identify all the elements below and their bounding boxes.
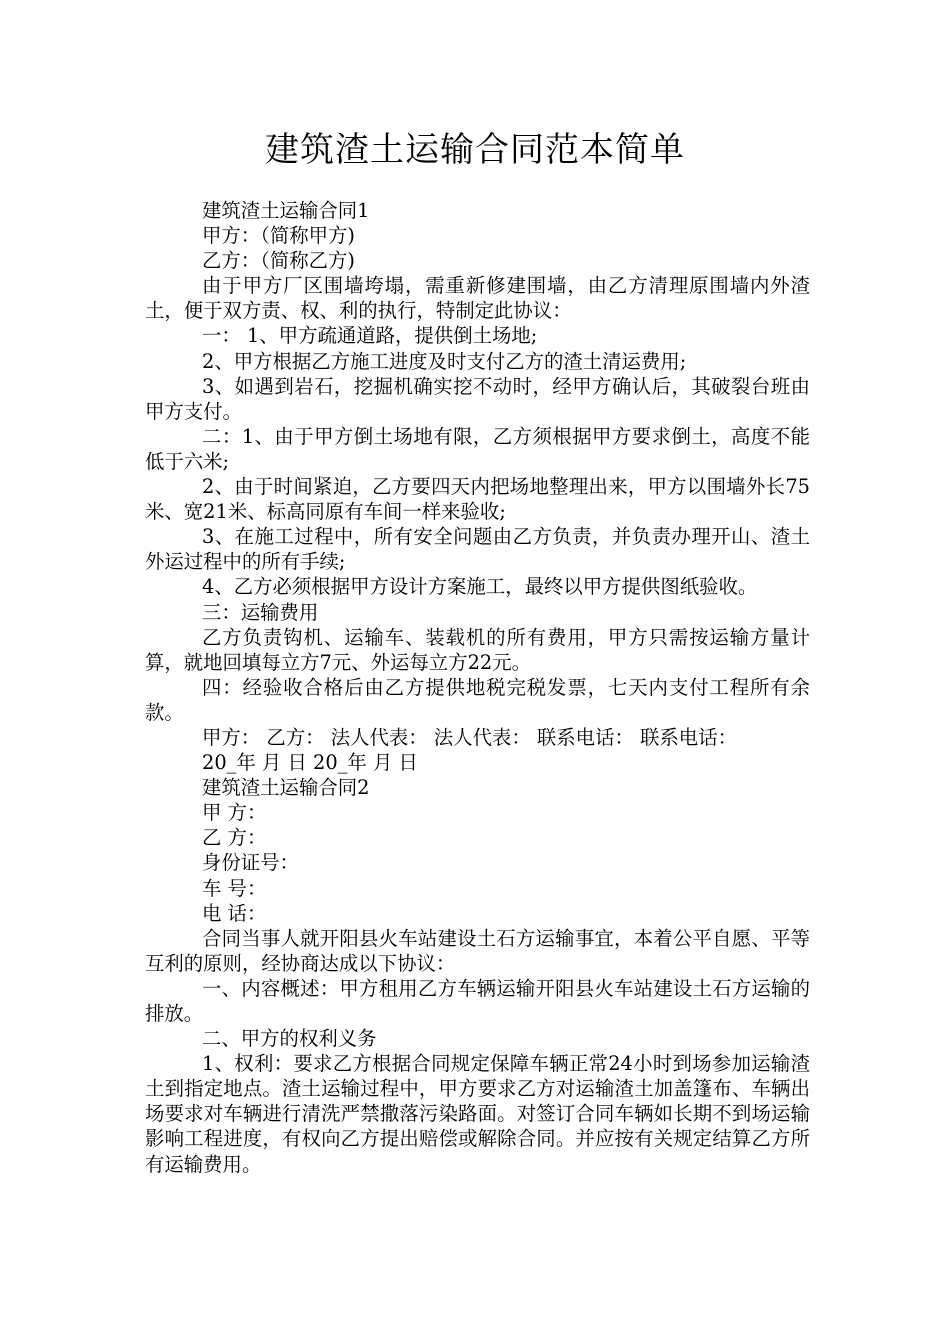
phone-line: 电 话： (202, 901, 267, 925)
document-title: 建筑渣土运输合同范本简单 (265, 130, 685, 170)
id-number-line: 身份证号： (202, 851, 299, 875)
party-b-line: 乙方：（简称乙方) (202, 249, 355, 273)
clause-1-item-3: 3、如遇到岩石，挖掘机确实挖不动时，经甲方确认后，其破裂台班由甲方支付。 (145, 374, 810, 423)
contract-2-party-b: 乙 方： (202, 826, 267, 850)
clause-2-item-4: 4、乙方必须根据甲方设计方案施工，最终以甲方提供图纸验收。 (202, 575, 758, 599)
vehicle-number-line: 车 号： (202, 876, 267, 900)
clause-3-heading: 三：运输费用 (202, 600, 319, 624)
preamble-paragraph: 由于甲方厂区围墙垮塌，需重新修建围墙，由乙方清理原围墙内外渣土，便于双方责、权、利的执行，特制定此协议： (145, 274, 810, 323)
contract-2-heading: 建筑渣土运输合同2 (202, 776, 370, 800)
date-line: 20_年 月 日 20_年 月 日 (202, 751, 418, 775)
contract-1-heading: 建筑渣土运输合同1 (202, 199, 370, 222)
signature-line: 甲方： 乙方： 法人代表： 法人代表： 联系电话： 联系电话： (202, 725, 737, 749)
contract-2-section-2-heading: 二、甲方的权利义务 (202, 1027, 377, 1051)
clause-2-item-1: 二：1、由于甲方倒土场地有限，乙方须根据甲方要求倒土，高度不能低于六米; (145, 424, 810, 473)
clause-1-item-1: 一： 1、甲方疏通道路，提供倒土场地; (202, 324, 538, 348)
contract-2-section-2-rights: 1、权利：要求乙方根据合同规定保障车辆正常24小时到场参加运输渣土到指定地点。渣土运输过程中，甲方要求乙方对运输渣土加盖篷布、车辆出场要求对车辆进行清洗严禁撒落污染路面。对签订合同车辆如长期不到场运输影响工程进度，有权向乙方提出赔偿或解除合同。并应按有关规定结算乙方所有运输费用。 (145, 1052, 810, 1176)
contract-2-section-1: 一、内容概述：甲方租用乙方车辆运输开阳县火车站建设土石方运输的排放。 (145, 976, 810, 1025)
document-body (145, 198, 810, 1177)
clause-3-body: 乙方负责钩机、运输车、装载机的所有费用，甲方只需按运输方量计算，就地回填每立方7元、外运每立方22元。 (145, 625, 810, 674)
clause-2-item-2: 2、由于时间紧迫，乙方要四天内把场地整理出来，甲方以围墙外长75米、宽21米、标高同原有车间一样来验收; (145, 475, 810, 524)
clause-2-item-3: 3、在施工过程中，所有安全问题由乙方负责，并负责办理开山、渣土外运过程中的所有手续; (145, 525, 810, 574)
clause-1-item-2: 2、甲方根据乙方施工进度及时支付乙方的渣土清运费用; (202, 349, 687, 373)
contract-2-party-a: 甲 方： (202, 801, 267, 825)
party-a-line: 甲方：（简称甲方) (202, 224, 355, 248)
clause-4-body: 四：经验收合格后由乙方提供地税完税发票，七天内支付工程所有余款。 (145, 675, 810, 724)
contract-2-preamble: 合同当事人就开阳县火车站建设土石方运输事宜，本着公平自愿、平等互利的原则，经协商达成以下协议： (145, 926, 810, 975)
